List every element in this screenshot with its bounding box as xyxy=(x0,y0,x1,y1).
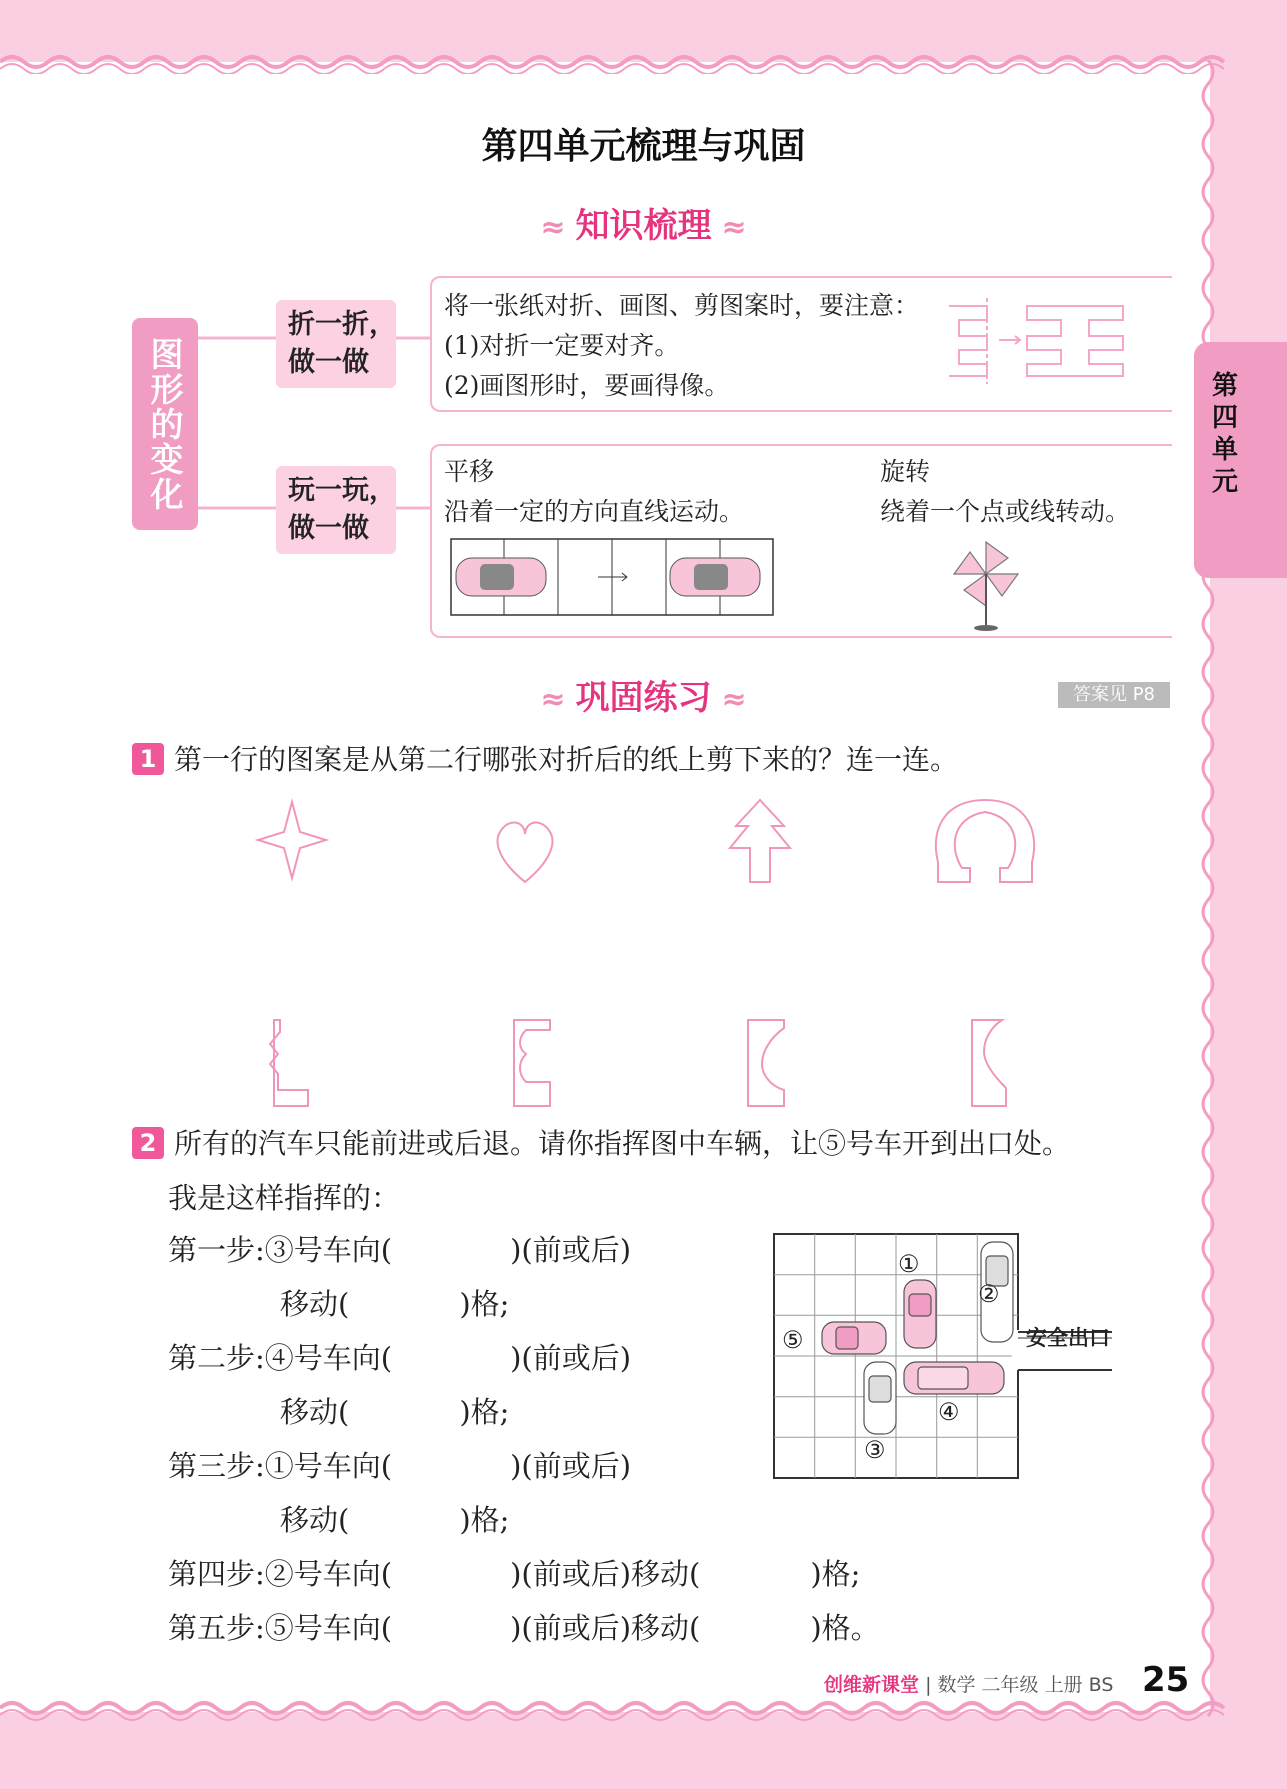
step-1-move xyxy=(280,1284,509,1324)
pinwheel-illustration xyxy=(942,538,1032,634)
question-1-number: 1 xyxy=(132,743,164,775)
omega-shape xyxy=(936,800,1034,882)
step-5-b: )(前或后)移动( xyxy=(510,1611,701,1645)
step-4-a: 第四步:②号车向( xyxy=(168,1557,393,1591)
step-2-b: )(前或后) xyxy=(510,1341,632,1375)
folded-paper-b xyxy=(514,1020,550,1106)
translation-car-illustration xyxy=(450,538,776,618)
question-1 xyxy=(132,738,958,782)
play-box xyxy=(430,444,1172,638)
folded-papers-row xyxy=(250,1018,1050,1108)
wave-mark-right: ≈ xyxy=(721,210,747,245)
section-summary-label: 知识梳理 xyxy=(575,206,712,246)
question-2-text: 所有的汽车只能前进或后退。请你指挥图中车辆，让⑤号车开到出口处。 xyxy=(174,1127,1071,1160)
tag-fold xyxy=(276,300,396,388)
step-5-a: 第五步:⑤号车向( xyxy=(168,1611,393,1645)
exit-label: 安全出口 xyxy=(1026,1326,1110,1350)
step-2-a: 第二步:④号车向( xyxy=(168,1341,393,1375)
bottom-wavy-border xyxy=(0,1700,1287,1724)
folded-paper-c xyxy=(748,1020,784,1106)
step-2-d: )格; xyxy=(459,1395,510,1429)
footer xyxy=(824,1670,1113,1697)
step-2-move xyxy=(280,1392,509,1432)
fold-box xyxy=(430,276,1172,412)
folded-paper-d xyxy=(972,1020,1006,1106)
step-3 xyxy=(168,1446,631,1486)
step-5 xyxy=(168,1608,880,1648)
page-number: 25 xyxy=(1142,1660,1190,1700)
wave-mark-left-2: ≈ xyxy=(540,682,566,717)
section-heading-summary xyxy=(0,198,1287,247)
cut-shapes-row xyxy=(250,790,1050,900)
rotate-text: 绕着一个点或线转动。 xyxy=(880,497,1131,526)
category-label: 图形的变化 xyxy=(132,318,198,530)
step-1-a: 第一步:③号车向( xyxy=(168,1233,393,1267)
footer-separator: | xyxy=(925,1674,932,1696)
step-3-move xyxy=(280,1500,509,1540)
star-shape xyxy=(258,802,326,878)
fold-line-1: 将一张纸对折、画图、剪图案时，要注意： xyxy=(444,291,920,320)
step-4-b: )(前或后)移动( xyxy=(510,1557,701,1591)
footer-info: 数学 二年级 上册 BS xyxy=(937,1674,1114,1696)
car-label-3: ③ xyxy=(864,1436,886,1464)
step-3-c: 移动( xyxy=(280,1503,350,1537)
unit-side-tab-label: 第四单元 xyxy=(1212,371,1239,497)
car-label-4: ④ xyxy=(938,1398,960,1426)
car-label-1: ① xyxy=(898,1250,920,1278)
fold-line-2: (1)对折一定要对齐。 xyxy=(444,331,680,360)
parking-grid xyxy=(772,1232,1132,1482)
step-1-b: )(前或后) xyxy=(510,1233,632,1267)
folded-paper-a xyxy=(270,1020,308,1106)
step-3-b: )(前或后) xyxy=(510,1449,632,1483)
tag-fold-line2: 做一做 xyxy=(288,347,369,378)
step-3-a: 第三步:①号车向( xyxy=(168,1449,393,1483)
top-wavy-border xyxy=(0,50,1287,74)
translate-title: 平移 xyxy=(444,457,495,486)
car-4 xyxy=(904,1362,1004,1394)
car-label-5: ⑤ xyxy=(782,1326,804,1354)
footer-brand: 创维新课堂 xyxy=(824,1674,920,1696)
translate-text: 沿着一定的方向直线运动。 xyxy=(444,497,745,526)
heart-shape xyxy=(498,822,553,882)
section-practice-label: 巩固练习 xyxy=(575,678,712,718)
fold-line-3: (2)画图形时，要画得像。 xyxy=(444,371,730,400)
car-label-2: ② xyxy=(978,1280,1000,1308)
question-2 xyxy=(132,1122,1070,1166)
tag-play xyxy=(276,466,396,554)
step-2-c: 移动( xyxy=(280,1395,350,1429)
tag-play-line1: 玩一玩， xyxy=(288,475,396,506)
step-1-c: 移动( xyxy=(280,1287,350,1321)
step-3-d: )格; xyxy=(459,1503,510,1537)
question-2-number: 2 xyxy=(132,1127,164,1159)
wave-mark-left: ≈ xyxy=(540,210,566,245)
unit-side-tab xyxy=(1194,342,1287,578)
car-3 xyxy=(864,1362,896,1434)
answer-reference-badge: 答案见 P8 xyxy=(1058,682,1170,708)
fold-pattern-illustration xyxy=(947,294,1127,384)
step-1-d: )格; xyxy=(459,1287,510,1321)
page-title: 第四单元梳理与巩固 xyxy=(481,126,806,167)
wave-mark-right-2: ≈ xyxy=(721,682,747,717)
question-2-intro: 我是这样指挥的： xyxy=(168,1181,401,1215)
step-4-d: )格; xyxy=(810,1557,861,1591)
step-2 xyxy=(168,1338,631,1378)
car-5 xyxy=(822,1322,886,1354)
tag-play-line2: 做一做 xyxy=(288,513,369,544)
car-1 xyxy=(904,1280,936,1348)
rotate-title: 旋转 xyxy=(880,457,931,486)
arrow-tree-shape xyxy=(730,800,790,882)
right-wavy-border xyxy=(1200,60,1224,1720)
step-5-d: )格。 xyxy=(810,1611,880,1645)
step-4 xyxy=(168,1554,860,1594)
tag-fold-line1: 折一折， xyxy=(288,309,396,340)
step-1 xyxy=(168,1230,631,1270)
question-1-text: 第一行的图案是从第二行哪张对折后的纸上剪下来的？连一连。 xyxy=(174,743,959,776)
